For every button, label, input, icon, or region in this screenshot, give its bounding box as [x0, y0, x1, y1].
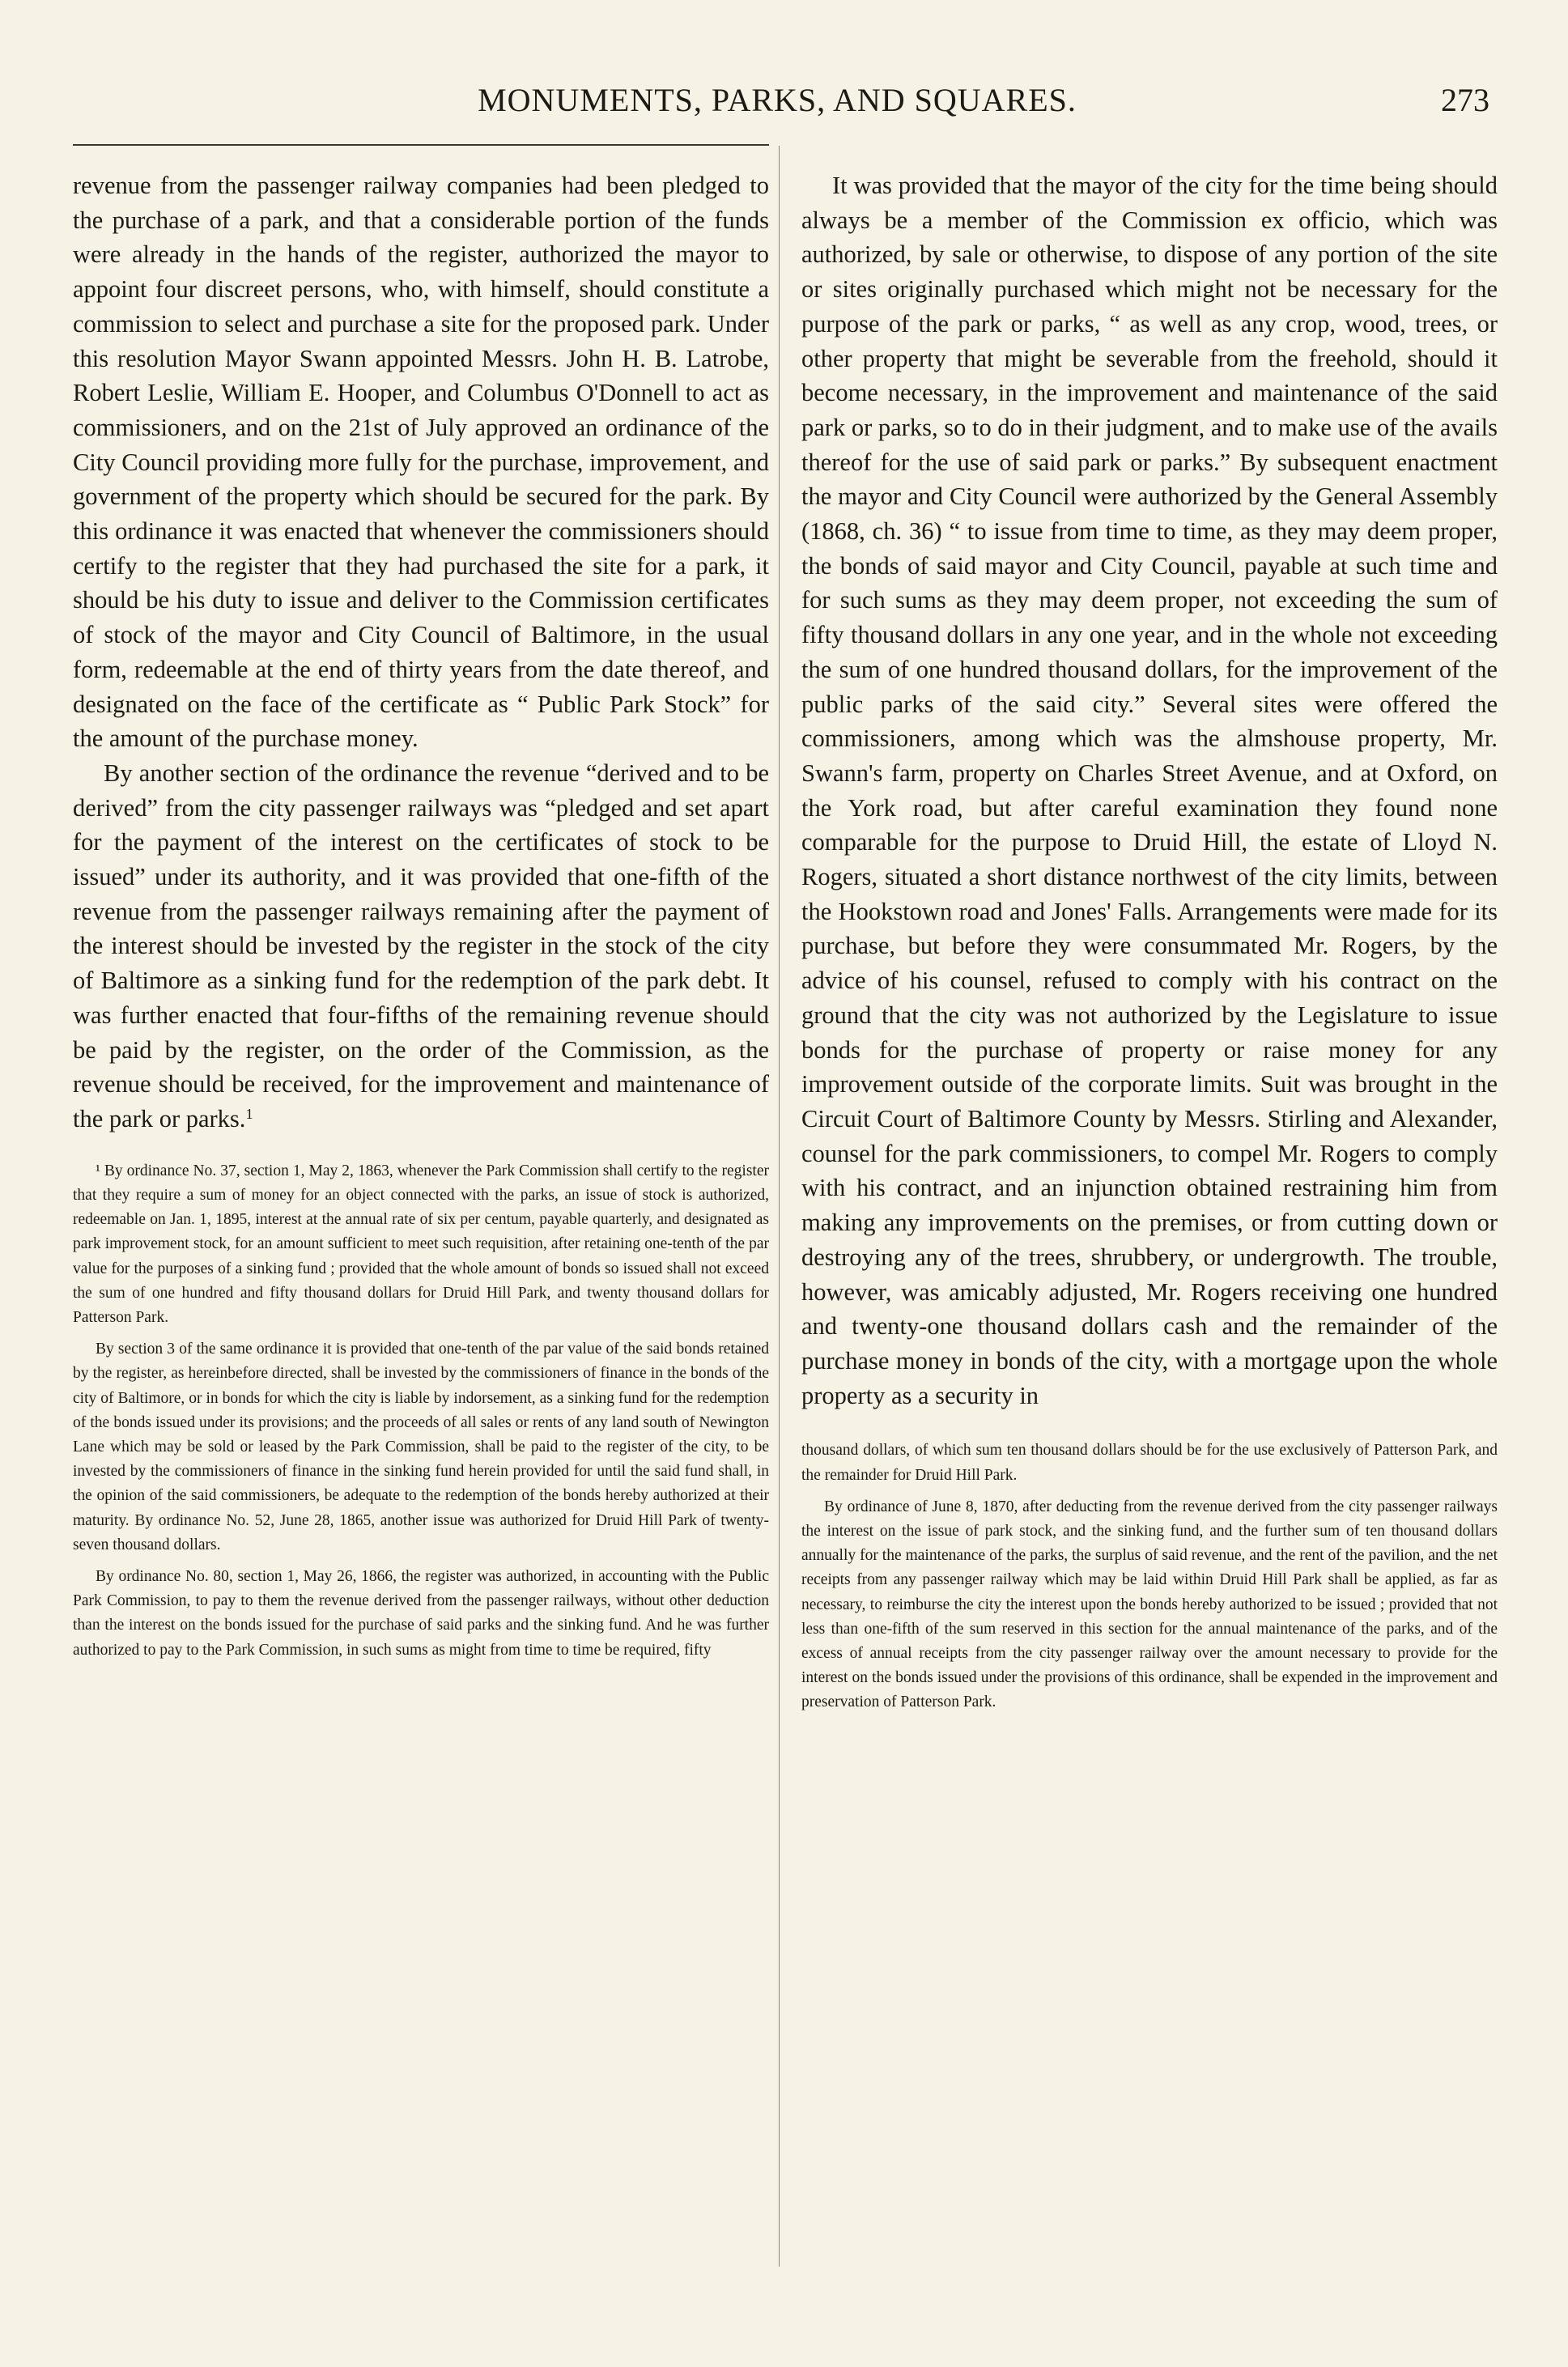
right-column — [801, 168, 1498, 1723]
page-header — [65, 81, 1489, 130]
footnote: thousand dollars, of which sum ten thousand dollars should be for the use exclusively of Patterson Park, and the remainder for Druid Hill Park. — [801, 1442, 1498, 1484]
left-column — [73, 168, 769, 1670]
body-paragraph: It was provided that the mayor of the city for the time being should always be a member of the Commission ex officio, which was authorized, by sale or otherwise, to dispose of any portion of the site or sites originally purchased which might not be necessary for the purpose of the park or parks, “ as well as any crop, wood, trees, or other property that might be severable from the freehold, should it become necessary, in the improvement and maintenance of the said park or parks, so to do in their judgment, and to make use of the avails thereof for the use of said park or parks.” By subsequent enactment the mayor and City Council were authorized by the General Assembly (1868, ch. 36) “ to issue from time to time, as they may deem proper, the bonds of said mayor and City Council, payable at such time and for such sums as they may deem proper, not exceeding the sum of fifty thousand dollars in any one year, and in the whole not exceeding the sum of one hundred thousand dollars, for the improvement of the public parks of the said city.” Several sites were offered the commissioners, among which was the almshouse property, Mr. Swann's farm, property on Charles Street Avenue, and at Oxford, on the York road, but after careful examination they found none comparable for the purpose to Druid Hill, the estate of Lloyd N. Rogers, situated a short distance northwest of the city limits, between the Hookstown road and Jones' Falls. Arrangements were made for its purchase, but before they were consummated Mr. Rogers, by the advice of his counsel, refused to comply with his contract on the ground that the city was not authorized by the Legislature to issue bonds for the purchase of property or raise money for any improvement outside of the corporate limits. Suit was brought in the Circuit Court of Baltimore County by Messrs. Stirling and Alexander, counsel for the park commissioners, to compel Mr. Rogers to comply with his contract, and an injunction obtained restraining him from making any improvements on the premises, or from cutting down or destroying any of the trees, shrubbery, or undergrowth. The trouble, however, was amicably adjusted, Mr. Rogers receiving one hundred and twenty-one thousand dollars cash and the remainder of the purchase money in bonds of the city, with a mortgage upon the whole property as a security in — [801, 172, 1498, 1409]
footnote: By ordinance No. 80, section 1, May 26, 1866, the register was authorized, in accounting with the Public Park Commission, to pay to them the revenue derived from the passenger railways, without other deduction than the interest on the bonds issued for the purchase of said parks and the sinking fund. And he was further authorized to pay to the Park Commission, in such sums as might from time to time be required, fifty — [73, 1567, 769, 1659]
column-divider — [779, 146, 780, 2267]
header-rule — [73, 144, 769, 146]
body-paragraph: revenue from the passenger railway companies had been pledged to the purchase of a park, and that a considerable portion of the funds were already in the hands of the register, authorized the mayor to appoint four discreet persons, who, with himself, should constitute a commission to select and purchase a site for the proposed park. Under this resolution Mayor Swann appointed Messrs. John H. B. Latrobe, Robert Leslie, William E. Hooper, and Columbus O'Donnell to act as commissioners, and on the 21st of July approved an ordinance of the City Council providing more fully for the purchase, improvement, and government of the property which should be secured for the park. By this ordinance it was enacted that whenever the commissioners should certify to the register that they had purchased the site for a park, it should be his duty to issue and deliver to the Commission certificates of stock of the mayor and City Council of Baltimore, in the usual form, redeemable at the end of thirty years from the date thereof, and designated on the face of the certificate as “ Public Park Stock” for the amount of the purchase money. — [73, 172, 769, 753]
footnote: By section 3 of the same ordinance it is provided that one-tenth of the par value of the said bonds retained by the register, as hereinbefore directed, shall be invested by the commissioners of finance in the bonds of the city of Baltimore, or in bonds for which the city is liable by indorsement, as a sinking fund for the redemption of the bonds issued under its provisions; and the proceeds of all sales or rents of any land south of Newington Lane which may be sold or leased by the Park Commission, shall be paid to the register of the city, to be invested by the commissioners of finance in the sinking fund herein provided for until the said fund shall, in the opinion of the said commissioners, be adequate to the redemption of the bonds hereby authorized at their maturity. By ordinance No. 52, June 28, 1865, another issue was authorized for Druid Hill Park of twenty-seven thousand dollars. — [73, 1341, 769, 1553]
right-footnotes — [801, 1438, 1498, 1715]
footnote-marker: 1 — [245, 1105, 253, 1122]
footnote: By ordinance of June 8, 1870, after deducting from the revenue derived from the city passenger railways the interest on the issue of park stock, and the sinking fund, and the further sum of ten thousand dollars annually for the maintenance of the parks, the surplus of said revenue, and the rent of the pavilion, and the net receipts from any passenger railway which may be laid within Druid Hill Park shall be applied, as far as necessary, to reimburse the city the interest upon the bonds hereby authorized to be issued ; provided that not less than one-fifth of the sum reserved in this section for the annual maintenance of the parks, and of the excess of annual receipts from the city passenger railway over the amount necessary to provide for the interest on the bonds issued under the provisions of this ordinance, shall be expended in the improvement and preservation of Patterson Park. — [801, 1498, 1498, 1711]
right-body-text — [801, 168, 1498, 1413]
body-paragraph — [73, 756, 769, 1137]
paragraph-text: By another section of the ordinance the revenue “derived and to be derived” from the city passenger railways was “pledged and set apart for the payment of the interest on the certificates of stock to be issued” under its authority, and it was provided that one-fifth of the revenue from the passenger railways remaining after the payment of the interest should be invested by the register in the stock of the city of Baltimore as a sinking fund for the redemption of the park debt. It was further enacted that four-fifths of the remaining revenue should be paid by the register, on the order of the Commission, as the revenue should be received, for the improvement and maintenance of the park or parks. — [73, 759, 769, 1133]
footnote: ¹ By ordinance No. 37, section 1, May 2, 1863, whenever the Park Commission shall certify to the register that they require a sum of money for an object connected with the parks, an issue of stock is authorized, redeemable on Jan. 1, 1895, interest at the annual rate of six per centum, payable quarterly, and designated as park improvement stock, for an amount sufficient to meet such requisition, after retaining one-tenth of the par value for the purposes of a sinking fund ; provided that the whole amount of bonds so issued shall not exceed the sum of one hundred and fifty thousand dollars for Druid Hill Park, and twenty thousand dollars for Patterson Park. — [73, 1162, 769, 1326]
running-title: MONUMENTS, PARKS, AND SQUARES. — [478, 82, 1077, 118]
left-footnotes — [73, 1159, 769, 1663]
page-number: 273 — [1441, 82, 1489, 118]
left-body-text — [73, 168, 769, 1137]
